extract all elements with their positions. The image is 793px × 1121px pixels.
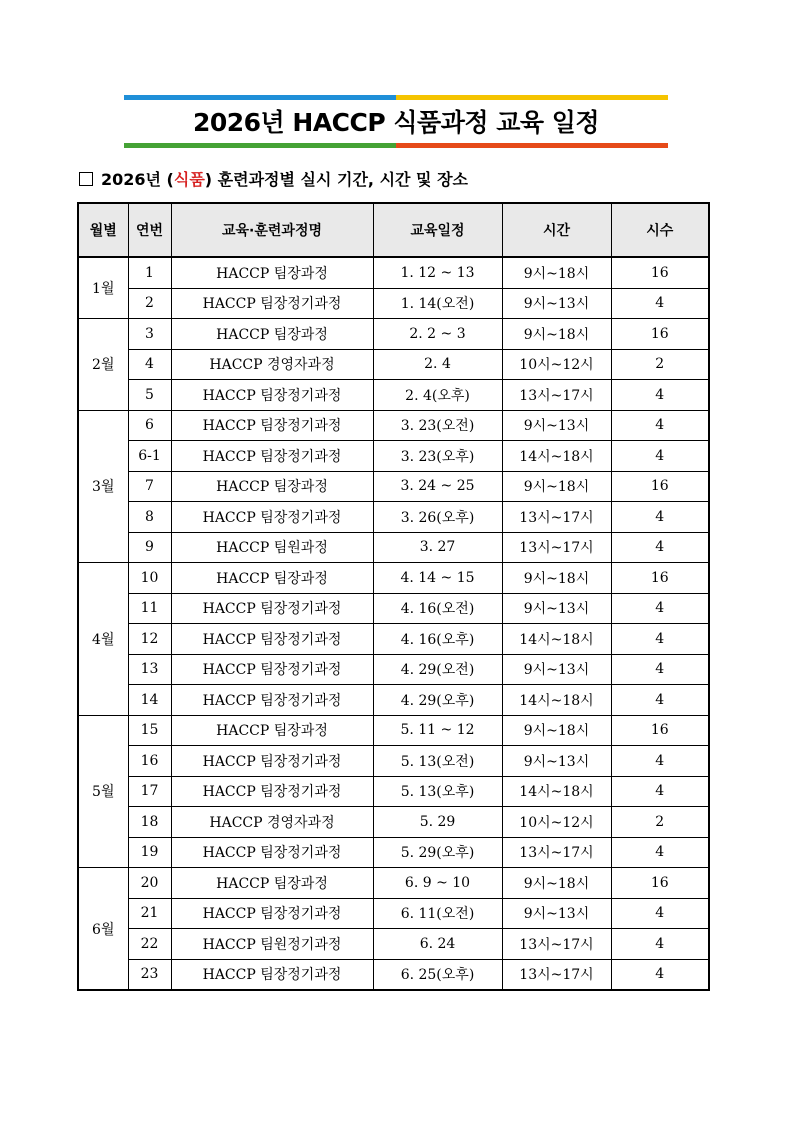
- row-time: 14시~18시: [502, 685, 611, 716]
- row-date: 1. 14(오전): [373, 288, 502, 319]
- row-hours: 4: [611, 288, 709, 319]
- row-time: 9시~13시: [502, 593, 611, 624]
- table-row: [78, 563, 709, 594]
- title-bar-orange: [396, 143, 668, 148]
- row-number: 9: [128, 532, 171, 563]
- table-row: [78, 715, 709, 746]
- row-date: 6. 25(오후): [373, 959, 502, 990]
- row-date: 4. 29(오전): [373, 654, 502, 685]
- row-hours: 4: [611, 837, 709, 868]
- row-hours: 4: [611, 959, 709, 990]
- row-time: 13시~17시: [502, 532, 611, 563]
- row-course: HACCP 팀장정기과정: [171, 746, 373, 777]
- row-date: 5. 13(오후): [373, 776, 502, 807]
- row-date: 6. 9 ~ 10: [373, 868, 502, 899]
- row-time: 13시~17시: [502, 380, 611, 411]
- row-hours: 4: [611, 929, 709, 960]
- row-course: HACCP 팀장정기과정: [171, 624, 373, 655]
- row-number: 3: [128, 319, 171, 350]
- table-row: [78, 288, 709, 319]
- table-body: [78, 257, 709, 990]
- row-number: 15: [128, 715, 171, 746]
- row-course: HACCP 팀원과정: [171, 532, 373, 563]
- title-bar-green: [124, 143, 396, 148]
- month-cell: 6월: [78, 868, 128, 991]
- row-number: 17: [128, 776, 171, 807]
- table-row: [78, 959, 709, 990]
- row-course: HACCP 팀장정기과정: [171, 654, 373, 685]
- row-hours: 4: [611, 410, 709, 441]
- row-course: HACCP 팀장과정: [171, 868, 373, 899]
- month-cell: 5월: [78, 715, 128, 868]
- row-hours: 4: [611, 654, 709, 685]
- month-cell: 4월: [78, 563, 128, 716]
- row-date: 1. 12 ~ 13: [373, 257, 502, 288]
- row-time: 14시~18시: [502, 776, 611, 807]
- table-row: [78, 654, 709, 685]
- row-time: 13시~17시: [502, 959, 611, 990]
- table-row: [78, 441, 709, 472]
- row-hours: 16: [611, 471, 709, 502]
- row-hours: 4: [611, 776, 709, 807]
- section-prefix: 2026년 (: [101, 170, 174, 189]
- row-course: HACCP 팀장정기과정: [171, 776, 373, 807]
- row-time: 9시~18시: [502, 319, 611, 350]
- row-date: 3. 23(오전): [373, 410, 502, 441]
- row-course: HACCP 팀장정기과정: [171, 685, 373, 716]
- row-time: 14시~18시: [502, 441, 611, 472]
- row-time: 9시~13시: [502, 288, 611, 319]
- row-number: 21: [128, 898, 171, 929]
- row-time: 9시~18시: [502, 563, 611, 594]
- row-date: 4. 14 ~ 15: [373, 563, 502, 594]
- row-time: 9시~18시: [502, 471, 611, 502]
- row-course: HACCP 팀장과정: [171, 715, 373, 746]
- row-date: 6. 24: [373, 929, 502, 960]
- row-number: 7: [128, 471, 171, 502]
- row-number: 14: [128, 685, 171, 716]
- row-number: 2: [128, 288, 171, 319]
- row-hours: 16: [611, 257, 709, 288]
- checkbox-bullet-icon: [79, 172, 93, 186]
- page-title: 2026년 HACCP 식품과정 교육 일정: [192, 108, 600, 137]
- row-date: 6. 11(오전): [373, 898, 502, 929]
- row-number: 20: [128, 868, 171, 899]
- row-time: 9시~13시: [502, 654, 611, 685]
- table-row: [78, 257, 709, 288]
- row-course: HACCP 팀장정기과정: [171, 593, 373, 624]
- row-course: HACCP 팀장과정: [171, 257, 373, 288]
- row-time: 9시~18시: [502, 257, 611, 288]
- row-number: 6: [128, 410, 171, 441]
- row-number: 22: [128, 929, 171, 960]
- table-row: [78, 502, 709, 533]
- row-hours: 2: [611, 349, 709, 380]
- row-hours: 16: [611, 563, 709, 594]
- month-cell: 1월: [78, 257, 128, 319]
- header-course: 교육·훈련과정명: [171, 203, 373, 257]
- row-number: 11: [128, 593, 171, 624]
- table-row: [78, 410, 709, 441]
- title-bar-yellow: [396, 95, 668, 100]
- row-date: 4. 29(오후): [373, 685, 502, 716]
- section-heading: [79, 167, 468, 190]
- row-course: HACCP 경영자과정: [171, 349, 373, 380]
- section-suffix: ) 훈련과정별 실시 기간, 시간 및 장소: [204, 170, 468, 189]
- row-number: 18: [128, 807, 171, 838]
- row-time: 14시~18시: [502, 624, 611, 655]
- row-date: 3. 23(오후): [373, 441, 502, 472]
- row-course: HACCP 팀장정기과정: [171, 959, 373, 990]
- row-number: 1: [128, 257, 171, 288]
- row-hours: 4: [611, 380, 709, 411]
- row-time: 9시~13시: [502, 746, 611, 777]
- row-time: 13시~17시: [502, 837, 611, 868]
- row-hours: 4: [611, 441, 709, 472]
- row-date: 5. 11 ~ 12: [373, 715, 502, 746]
- table-row: [78, 349, 709, 380]
- row-date: 2. 4: [373, 349, 502, 380]
- row-date: 4. 16(오후): [373, 624, 502, 655]
- row-date: 2. 4(오후): [373, 380, 502, 411]
- header-hours: 시수: [611, 203, 709, 257]
- row-course: HACCP 팀장정기과정: [171, 410, 373, 441]
- table-row: [78, 898, 709, 929]
- row-course: HACCP 팀장정기과정: [171, 837, 373, 868]
- row-date: 5. 29(오후): [373, 837, 502, 868]
- row-course: HACCP 팀장과정: [171, 471, 373, 502]
- row-date: 3. 24 ~ 25: [373, 471, 502, 502]
- row-number: 23: [128, 959, 171, 990]
- row-course: HACCP 팀장정기과정: [171, 441, 373, 472]
- row-date: 5. 13(오전): [373, 746, 502, 777]
- header-date: 교육일정: [373, 203, 502, 257]
- row-course: HACCP 팀장과정: [171, 319, 373, 350]
- header-time: 시간: [502, 203, 611, 257]
- row-time: 10시~12시: [502, 349, 611, 380]
- row-time: 9시~18시: [502, 715, 611, 746]
- row-hours: 16: [611, 868, 709, 899]
- table-row: [78, 868, 709, 899]
- header-number: 연번: [128, 203, 171, 257]
- section-highlight: 식품: [173, 170, 205, 189]
- month-cell: 3월: [78, 410, 128, 563]
- table-row: [78, 471, 709, 502]
- row-date: 5. 29: [373, 807, 502, 838]
- row-hours: 4: [611, 746, 709, 777]
- table-row: [78, 593, 709, 624]
- row-time: 10시~12시: [502, 807, 611, 838]
- header-month: 월별: [78, 203, 128, 257]
- row-date: 3. 26(오후): [373, 502, 502, 533]
- row-course: HACCP 팀장정기과정: [171, 288, 373, 319]
- row-hours: 4: [611, 502, 709, 533]
- row-course: HACCP 팀원정기과정: [171, 929, 373, 960]
- row-number: 8: [128, 502, 171, 533]
- row-time: 9시~13시: [502, 898, 611, 929]
- schedule-table: [77, 202, 710, 991]
- table-row: [78, 685, 709, 716]
- row-course: HACCP 팀장과정: [171, 563, 373, 594]
- row-hours: 4: [611, 685, 709, 716]
- row-hours: 4: [611, 532, 709, 563]
- table-row: [78, 380, 709, 411]
- row-time: 13시~17시: [502, 502, 611, 533]
- row-number: 16: [128, 746, 171, 777]
- table-row: [78, 807, 709, 838]
- row-date: 3. 27: [373, 532, 502, 563]
- month-cell: 2월: [78, 319, 128, 411]
- row-time: 9시~18시: [502, 868, 611, 899]
- row-course: HACCP 팀장정기과정: [171, 898, 373, 929]
- row-hours: 4: [611, 624, 709, 655]
- table-row: [78, 776, 709, 807]
- row-number: 12: [128, 624, 171, 655]
- row-hours: 16: [611, 319, 709, 350]
- table-header-row: [78, 203, 709, 257]
- row-number: 13: [128, 654, 171, 685]
- row-date: 4. 16(오전): [373, 593, 502, 624]
- row-hours: 4: [611, 593, 709, 624]
- title-banner: [124, 95, 668, 148]
- row-course: HACCP 경영자과정: [171, 807, 373, 838]
- row-time: 9시~13시: [502, 410, 611, 441]
- table-row: [78, 746, 709, 777]
- row-number: 6-1: [128, 441, 171, 472]
- table-row: [78, 532, 709, 563]
- row-hours: 16: [611, 715, 709, 746]
- row-number: 10: [128, 563, 171, 594]
- table-row: [78, 319, 709, 350]
- row-number: 5: [128, 380, 171, 411]
- row-course: HACCP 팀장정기과정: [171, 502, 373, 533]
- row-date: 2. 2 ~ 3: [373, 319, 502, 350]
- row-hours: 2: [611, 807, 709, 838]
- title-bar-blue: [124, 95, 396, 100]
- row-number: 19: [128, 837, 171, 868]
- row-number: 4: [128, 349, 171, 380]
- row-course: HACCP 팀장정기과정: [171, 380, 373, 411]
- row-hours: 4: [611, 898, 709, 929]
- table-row: [78, 837, 709, 868]
- table-row: [78, 624, 709, 655]
- row-time: 13시~17시: [502, 929, 611, 960]
- table-row: [78, 929, 709, 960]
